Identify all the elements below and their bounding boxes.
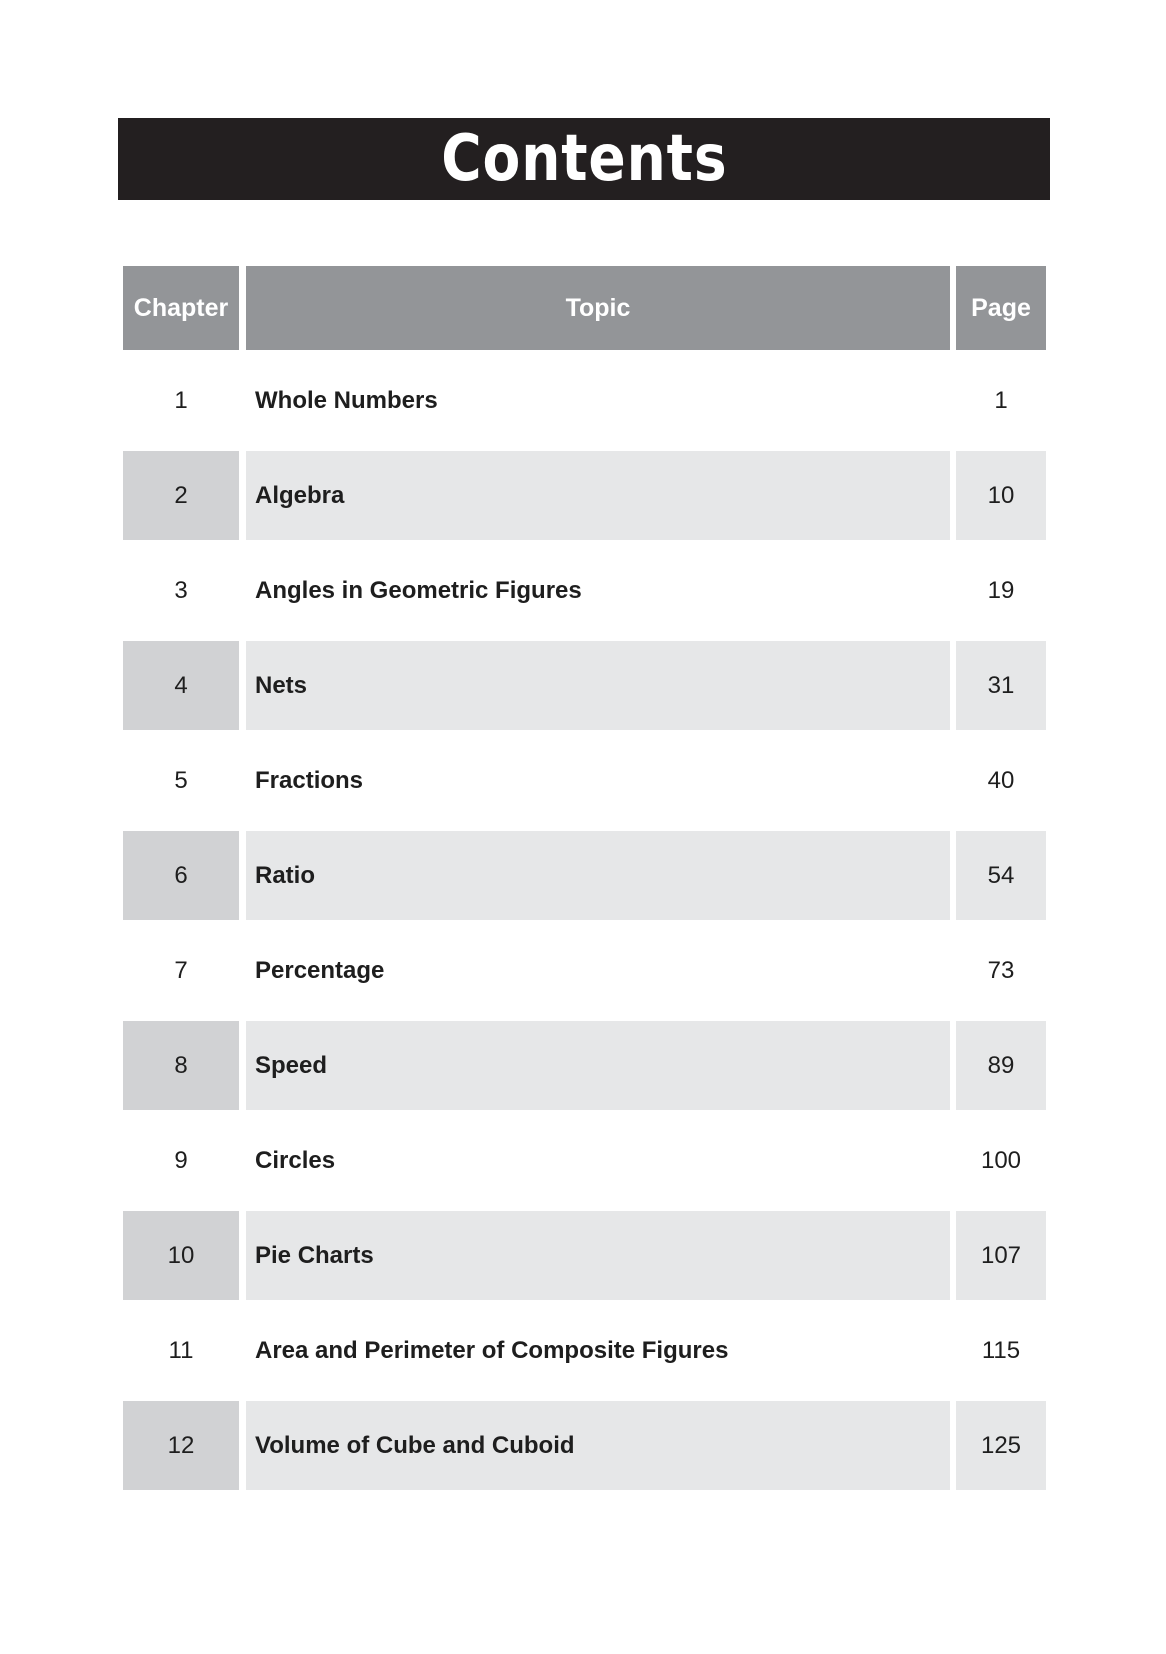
topic-title: Pie Charts [246,1211,950,1300]
table-row [123,831,1046,920]
page-number: 54 [956,831,1046,920]
topic-title: Whole Numbers [255,386,438,414]
topic-title: Percentage [255,956,385,984]
chapter-number: 2 [123,451,239,540]
topic-title: Algebra [246,451,950,540]
topic-title: Nets [246,641,950,730]
header-chapter: Chapter [123,266,239,350]
table-row [123,451,1046,540]
header-page: Page [956,266,1046,350]
page-number: 31 [956,641,1046,730]
topic-title: Speed [246,1021,950,1110]
topic-title: Area and Perimeter of Composite Figures [255,1336,729,1364]
page-number: 89 [956,1021,1046,1110]
table-row [123,641,1046,730]
page-number: 40 [987,766,1015,794]
topic-title: Ratio [246,831,950,920]
chapter-number: 9 [174,1146,188,1174]
table-row [123,1116,1046,1205]
page-number: 107 [956,1211,1046,1300]
chapter-number: 11 [168,1336,194,1364]
table-row [123,736,1046,825]
table-row [123,356,1046,445]
chapter-number: 4 [123,641,239,730]
topic-title: Volume of Cube and Cuboid [246,1401,950,1490]
chapter-number: 3 [174,576,188,604]
table-row [123,546,1046,635]
table-row [123,926,1046,1015]
page-number: 115 [981,1336,1021,1364]
topic-title: Angles in Geometric Figures [255,576,582,604]
page-number: 10 [956,451,1046,540]
topic-title: Circles [255,1146,336,1174]
contents-table [123,266,1046,1496]
chapter-number: 10 [123,1211,239,1300]
chapter-number: 6 [123,831,239,920]
header-topic: Topic [246,266,950,350]
title-bar [118,118,1050,200]
page-title: Contents [440,122,728,196]
chapter-number: 1 [174,386,188,414]
chapter-number: 12 [123,1401,239,1490]
chapter-number: 7 [174,956,188,984]
page-number: 19 [987,576,1015,604]
table-row [123,1211,1046,1300]
page-number: 1 [994,386,1008,414]
page-number: 100 [980,1146,1022,1174]
table-header [123,266,1046,350]
page-number: 125 [956,1401,1046,1490]
table-row [123,1401,1046,1490]
table-row [123,1021,1046,1110]
topic-title: Fractions [255,766,364,794]
table-row [123,1306,1046,1395]
page-number: 73 [987,956,1015,984]
chapter-number: 5 [174,766,188,794]
chapter-number: 8 [123,1021,239,1110]
